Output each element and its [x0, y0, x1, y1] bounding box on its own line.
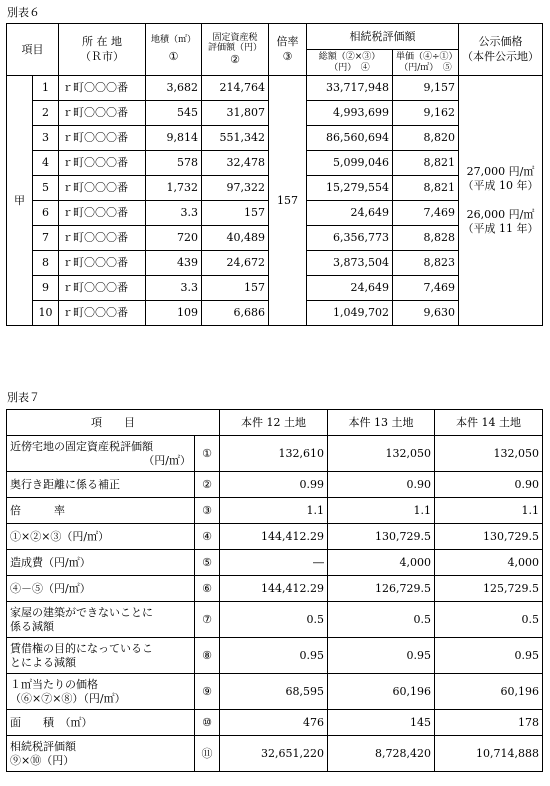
public-price-1-year: （平成 10 年） [462, 179, 539, 193]
table7-caption: 別表７ [7, 391, 40, 404]
unit-price-cell: 8,821 [393, 176, 459, 201]
location-cell: ｒ町〇〇〇番 [59, 251, 146, 276]
row-number: 3 [33, 126, 59, 151]
table-row [7, 638, 543, 674]
row-label [7, 602, 195, 638]
assessed-value-cell: 6,686 [202, 301, 269, 326]
location-cell: ｒ町〇〇〇番 [59, 151, 146, 176]
public-price-1: 27,000 円/㎡ [466, 164, 535, 178]
location-cell: ｒ町〇〇〇番 [59, 101, 146, 126]
location-cell: ｒ町〇〇〇番 [59, 301, 146, 326]
land-13-value: 1.1 [328, 498, 435, 524]
area-cell: 545 [146, 101, 202, 126]
public-price-2: 26,000 円/㎡ [466, 207, 535, 221]
header-assessed-value: 固定資産税 評価額（円） ② [202, 24, 269, 76]
unit-price-cell: 7,469 [393, 276, 459, 301]
row-marker: ④ [195, 524, 220, 550]
land-14-value: 125,729.5 [435, 576, 543, 602]
assessed-value-cell: 40,489 [202, 226, 269, 251]
row-marker: ⑩ [195, 710, 220, 736]
table-row [7, 550, 543, 576]
area-cell: 1,732 [146, 176, 202, 201]
header-unit-price: 単価（④÷①） （円/㎡） ⑤ [393, 50, 459, 76]
land-12-value: 68,595 [220, 674, 328, 710]
total-value-cell: 3,873,504 [307, 251, 393, 276]
row-label-line2: 係る減額 [10, 619, 54, 633]
location-cell: ｒ町〇〇〇番 [59, 126, 146, 151]
header-multiplier: 倍率 ③ [269, 24, 307, 76]
header-land-14: 本件 14 土地 [435, 410, 543, 436]
land-14-value: 132,050 [435, 436, 543, 472]
area-cell: 3.3 [146, 201, 202, 226]
valuation-table-7 [6, 409, 543, 772]
land-12-value: 132,610 [220, 436, 328, 472]
row-number: 5 [33, 176, 59, 201]
row-label [7, 550, 195, 576]
row-marker: ⑧ [195, 638, 220, 674]
land-13-value: 8,728,420 [328, 736, 435, 772]
header-total: 総額（②×③） （円） ④ [307, 50, 393, 76]
header-land-13: 本件 13 土地 [328, 410, 435, 436]
location-cell: ｒ町〇〇〇番 [59, 226, 146, 251]
land-14-value: 0.5 [435, 602, 543, 638]
row-label [7, 576, 195, 602]
row-number: 9 [33, 276, 59, 301]
multiplier-cell: 157 [269, 76, 307, 326]
header-land-12: 本件 12 土地 [220, 410, 328, 436]
row-number: 1 [33, 76, 59, 101]
land-13-value: 132,050 [328, 436, 435, 472]
row-label-line2: とによる減額 [10, 655, 76, 669]
land-12-value: ― [220, 550, 328, 576]
row-label-line1: 相続税評価額 [10, 739, 76, 753]
land-14-value: 1.1 [435, 498, 543, 524]
row-label [7, 498, 195, 524]
unit-price-cell: 9,157 [393, 76, 459, 101]
table-row [7, 602, 543, 638]
total-value-cell: 1,049,702 [307, 301, 393, 326]
location-cell: ｒ町〇〇〇番 [59, 276, 146, 301]
row-label-line1: 家屋の建築ができないことに [10, 605, 153, 619]
row-label-line1: ①×②×③（円/㎡） [10, 529, 110, 543]
land-12-value: 144,412.29 [220, 576, 328, 602]
table-row [7, 674, 543, 710]
valuation-table-6 [6, 23, 543, 326]
row-marker: ⑥ [195, 576, 220, 602]
land-13-value: 130,729.5 [328, 524, 435, 550]
location-cell: ｒ町〇〇〇番 [59, 201, 146, 226]
table6-caption: 別表６ [7, 6, 40, 19]
land-12-value: 0.5 [220, 602, 328, 638]
land-12-value: 1.1 [220, 498, 328, 524]
table-row [7, 576, 543, 602]
land-13-value: 0.5 [328, 602, 435, 638]
land-12-value: 476 [220, 710, 328, 736]
row-number: 10 [33, 301, 59, 326]
row-label-line1: 奥行き距離に係る補正 [10, 477, 120, 491]
row-number: 6 [33, 201, 59, 226]
row-label [7, 472, 195, 498]
row-marker: ⑦ [195, 602, 220, 638]
row-marker: ③ [195, 498, 220, 524]
assessed-value-cell: 24,672 [202, 251, 269, 276]
row-label-line1: 面 積 （㎡） [10, 715, 93, 729]
land-12-value: 32,651,220 [220, 736, 328, 772]
area-cell: 3.3 [146, 276, 202, 301]
row-marker: ⑤ [195, 550, 220, 576]
group-label: 甲 [7, 76, 33, 326]
assessed-value-cell: 32,478 [202, 151, 269, 176]
row-label-line1: １㎡当たりの価格 [10, 677, 98, 691]
land-14-value: 0.95 [435, 638, 543, 674]
land-14-value: 130,729.5 [435, 524, 543, 550]
unit-price-cell: 8,828 [393, 226, 459, 251]
land-12-value: 0.99 [220, 472, 328, 498]
row-label-line2: （⑥×⑦×⑧）（円/㎡） [10, 691, 126, 705]
total-value-cell: 86,560,694 [307, 126, 393, 151]
land-14-value: 178 [435, 710, 543, 736]
land-14-value: 0.90 [435, 472, 543, 498]
land-13-value: 126,729.5 [328, 576, 435, 602]
public-price-cell [459, 76, 543, 326]
row-label-line2: （円/㎡） [143, 453, 191, 467]
row-label-line1: 造成費（円/㎡） [10, 555, 91, 569]
row-number: 2 [33, 101, 59, 126]
location-cell: ｒ町〇〇〇番 [59, 176, 146, 201]
header-area: 地積（㎡） ① [146, 24, 202, 76]
land-13-value: 0.95 [328, 638, 435, 674]
table-row [7, 76, 543, 101]
header-public-price: 公示価格 （本件公示地） [459, 24, 543, 76]
total-value-cell: 15,279,554 [307, 176, 393, 201]
unit-price-cell: 8,820 [393, 126, 459, 151]
table-row [7, 472, 543, 498]
row-label-line1: 賃借権の目的になっているこ [10, 641, 153, 655]
assessed-value-cell: 97,322 [202, 176, 269, 201]
assessed-value-cell: 214,764 [202, 76, 269, 101]
assessed-value-cell: 157 [202, 276, 269, 301]
land-14-value: 60,196 [435, 674, 543, 710]
unit-price-cell: 8,823 [393, 251, 459, 276]
header-inheritance-value: 相続税評価額 [307, 24, 459, 50]
table-row [7, 524, 543, 550]
unit-price-cell: 8,821 [393, 151, 459, 176]
table-row [7, 736, 543, 772]
table-row [7, 498, 543, 524]
land-13-value: 60,196 [328, 674, 435, 710]
land-13-value: 145 [328, 710, 435, 736]
area-cell: 578 [146, 151, 202, 176]
row-number: 7 [33, 226, 59, 251]
header-location: 所 在 地 （Ｒ市） [59, 24, 146, 76]
area-cell: 720 [146, 226, 202, 251]
public-price-2-year: （平成 11 年） [462, 221, 539, 235]
header-item: 項 目 [7, 410, 220, 436]
total-value-cell: 33,717,948 [307, 76, 393, 101]
table-row [7, 436, 543, 472]
land-14-value: 10,714,888 [435, 736, 543, 772]
area-cell: 109 [146, 301, 202, 326]
unit-price-cell: 7,469 [393, 201, 459, 226]
land-13-value: 4,000 [328, 550, 435, 576]
area-cell: 3,682 [146, 76, 202, 101]
land-13-value: 0.90 [328, 472, 435, 498]
assessed-value-cell: 31,807 [202, 101, 269, 126]
row-number: 8 [33, 251, 59, 276]
unit-price-cell: 9,162 [393, 101, 459, 126]
header-item: 項目 [7, 24, 59, 76]
row-label [7, 524, 195, 550]
total-value-cell: 6,356,773 [307, 226, 393, 251]
row-label-line1: 倍 率 [10, 503, 65, 517]
row-label [7, 674, 195, 710]
row-label [7, 736, 195, 772]
unit-price-cell: 9,630 [393, 301, 459, 326]
row-label [7, 436, 195, 472]
area-cell: 9,814 [146, 126, 202, 151]
land-12-value: 144,412.29 [220, 524, 328, 550]
total-value-cell: 24,649 [307, 276, 393, 301]
area-cell: 439 [146, 251, 202, 276]
row-label-line1: 近傍宅地の固定資産税評価額 [10, 439, 153, 453]
land-12-value: 0.95 [220, 638, 328, 674]
row-label [7, 638, 195, 674]
table-row [7, 710, 543, 736]
total-value-cell: 5,099,046 [307, 151, 393, 176]
total-value-cell: 24,649 [307, 201, 393, 226]
row-marker: ① [195, 436, 220, 472]
row-label-line1: ④－⑤（円/㎡） [10, 581, 91, 595]
row-label-line2: ⑨×⑩（円） [10, 753, 75, 767]
assessed-value-cell: 157 [202, 201, 269, 226]
total-value-cell: 4,993,699 [307, 101, 393, 126]
assessed-value-cell: 551,342 [202, 126, 269, 151]
location-cell: ｒ町〇〇〇番 [59, 76, 146, 101]
row-label [7, 710, 195, 736]
row-marker: ⑪ [195, 736, 220, 772]
row-number: 4 [33, 151, 59, 176]
row-marker: ② [195, 472, 220, 498]
land-14-value: 4,000 [435, 550, 543, 576]
row-marker: ⑨ [195, 674, 220, 710]
